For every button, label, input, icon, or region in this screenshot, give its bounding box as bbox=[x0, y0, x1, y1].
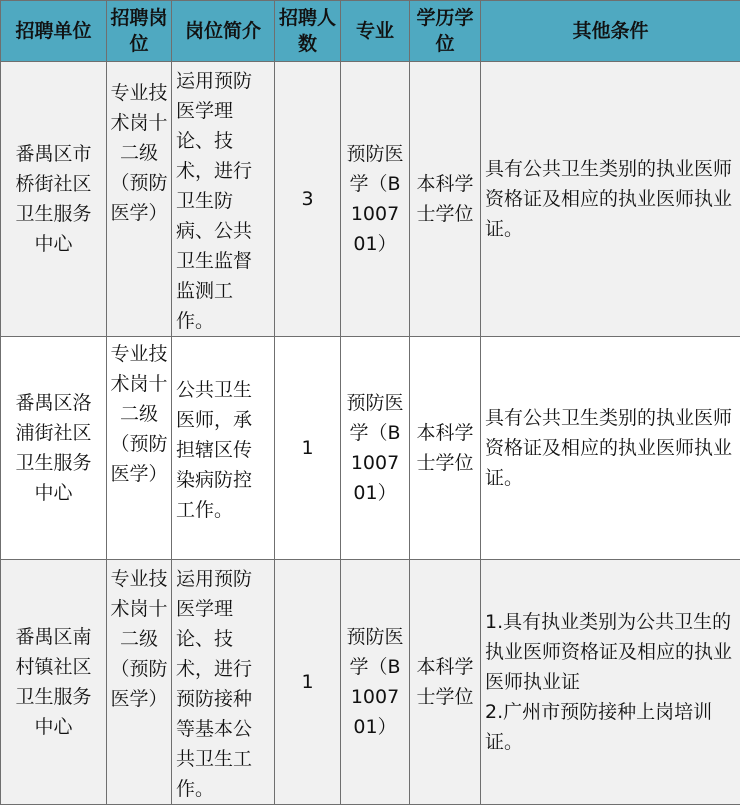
table-row bbox=[1, 560, 740, 805]
cell-post: 专业技术岗十二级（预防医学） bbox=[107, 62, 172, 337]
table-row bbox=[1, 337, 740, 560]
header-intro: 岗位简介 bbox=[172, 1, 275, 62]
header-row bbox=[1, 1, 740, 62]
header-count: 招聘人数 bbox=[275, 1, 341, 62]
cell-degree: 本科学士学位 bbox=[410, 62, 481, 337]
cell-unit: 番禺区洛浦街社区卫生服务中心 bbox=[1, 337, 107, 560]
cell-unit: 番禺区市桥街社区卫生服务中心 bbox=[1, 62, 107, 337]
cell-intro: 运用预防医学理论、技术，进行卫生防病、公共卫生监督监测工作。 bbox=[172, 62, 275, 337]
cell-degree: 本科学士学位 bbox=[410, 337, 481, 560]
cell-unit: 番禺区南村镇社区卫生服务中心 bbox=[1, 560, 107, 805]
cell-major: 预防医学（B100701） bbox=[341, 62, 410, 337]
header-unit: 招聘单位 bbox=[1, 1, 107, 62]
cell-major: 预防医学（B100701） bbox=[341, 560, 410, 805]
cell-major: 预防医学（B100701） bbox=[341, 337, 410, 560]
table-row bbox=[1, 62, 740, 337]
cell-other: 1.具有执业类别为公共卫生的执业医师资格证及相应的执业医师执业证 2.广州市预防接种上岗培训证。 bbox=[481, 560, 740, 805]
cell-intro: 公共卫生医师，承担辖区传染病防控工作。 bbox=[172, 337, 275, 560]
cell-intro: 运用预防医学理论、技术，进行预防接种等基本公共卫生工作。 bbox=[172, 560, 275, 805]
header-post: 招聘岗位 bbox=[107, 1, 172, 62]
cell-other: 具有公共卫生类别的执业医师资格证及相应的执业医师执业证。 bbox=[481, 337, 740, 560]
cell-other: 具有公共卫生类别的执业医师资格证及相应的执业医师执业证。 bbox=[481, 62, 740, 337]
header-major: 专业 bbox=[341, 1, 410, 62]
cell-post: 专业技术岗十二级（预防医学） bbox=[107, 560, 172, 805]
cell-post: 专业技术岗十二级（预防医学） bbox=[107, 337, 172, 560]
cell-count: 1 bbox=[275, 560, 341, 805]
header-degree: 学历学位 bbox=[410, 1, 481, 62]
header-other: 其他条件 bbox=[481, 1, 740, 62]
cell-count: 1 bbox=[275, 337, 341, 560]
cell-degree: 本科学士学位 bbox=[410, 560, 481, 805]
cell-count: 3 bbox=[275, 62, 341, 337]
